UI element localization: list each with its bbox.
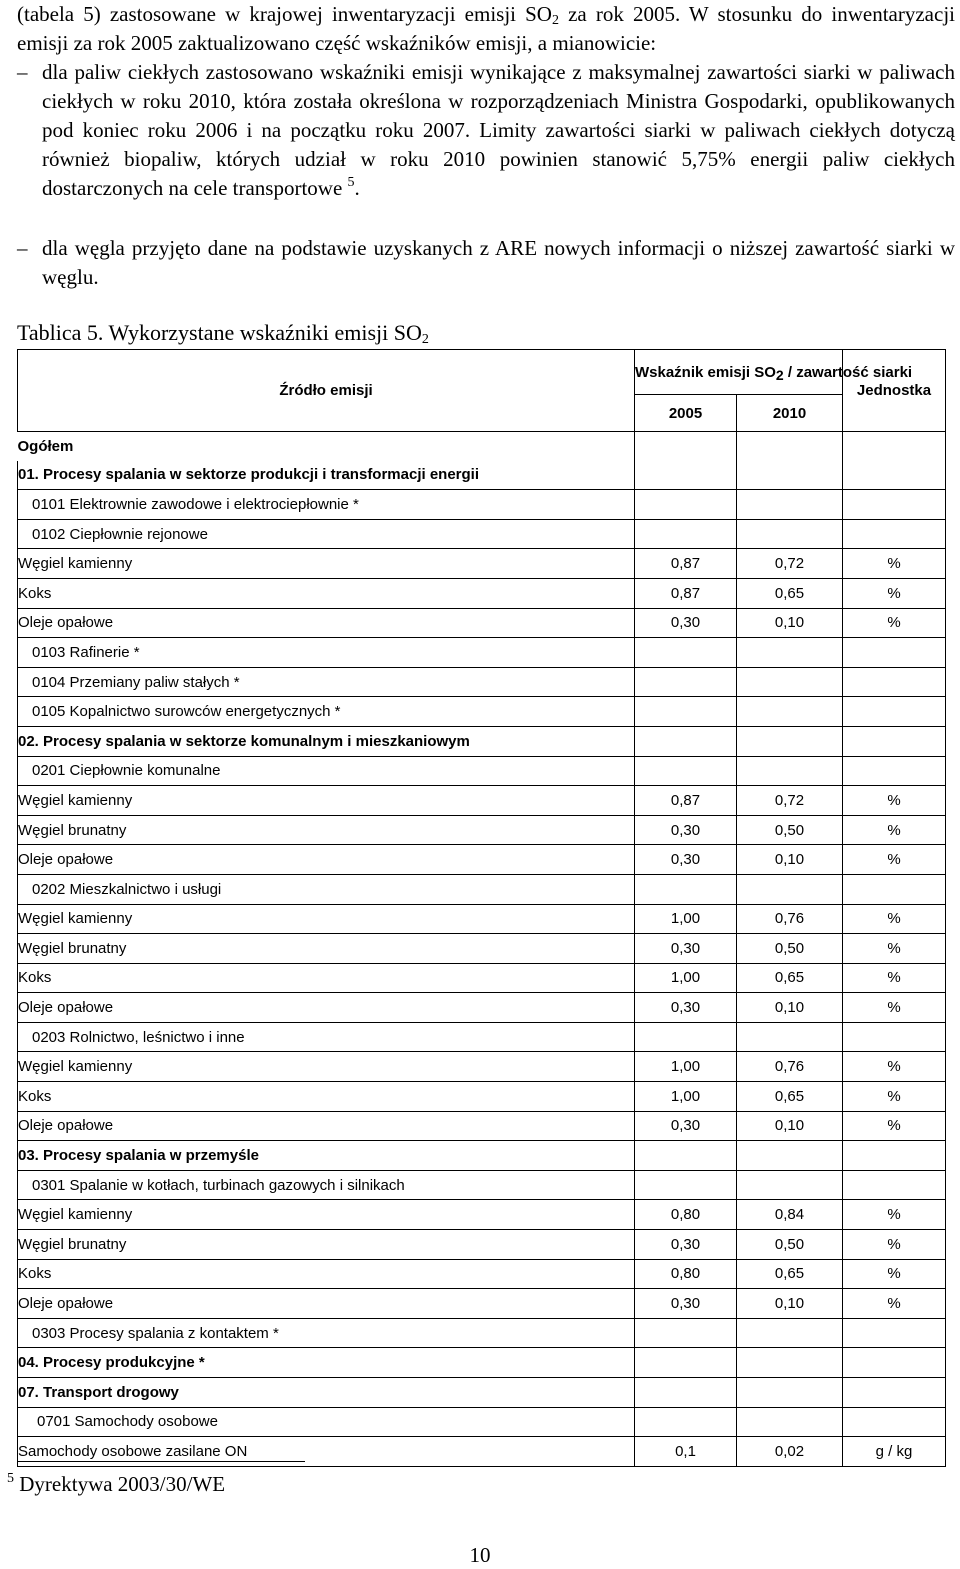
row-value-2010 [737, 1170, 843, 1200]
table-row [18, 461, 946, 490]
table-row [18, 1200, 946, 1230]
row-value-2005: 1,00 [635, 1052, 737, 1082]
row-unit: % [843, 1082, 946, 1112]
row-value-2010: 0,72 [737, 549, 843, 579]
intro-paragraph [17, 0, 955, 58]
row-unit [843, 667, 946, 697]
row-source-label: 0303 Procesy spalania z kontaktem * [18, 1318, 635, 1348]
row-unit: % [843, 1052, 946, 1082]
row-value-2005 [635, 726, 737, 756]
table-row [18, 1318, 946, 1348]
row-value-2010: 0,65 [737, 1259, 843, 1289]
row-value-2005 [635, 519, 737, 549]
row-value-2005: 0,30 [635, 993, 737, 1023]
row-value-2005: 0,87 [635, 549, 737, 579]
row-unit [843, 874, 946, 904]
table-row [18, 786, 946, 816]
row-value-2005 [635, 874, 737, 904]
table-row [18, 963, 946, 993]
row-value-2010: 0,76 [737, 1052, 843, 1082]
page-number: 10 [469, 1543, 491, 1567]
emission-factors-table [17, 349, 946, 1467]
table-row [18, 1082, 946, 1112]
row-unit [843, 1022, 946, 1052]
footnote-text: Dyrektywa 2003/30/WE [14, 1472, 226, 1496]
table-row [18, 756, 946, 786]
table-row [18, 845, 946, 875]
row-unit: % [843, 1111, 946, 1141]
row-unit: % [843, 993, 946, 1023]
row-source-label: Węgiel kamienny [18, 1200, 635, 1230]
bullet-text: dla węgla przyjęto dane na podstawie uzyskanych z ARE nowych informacji o niższej zawartość siarki w węglu. [42, 236, 955, 289]
table-row [18, 549, 946, 579]
row-unit [843, 1348, 946, 1378]
footnote [7, 1472, 225, 1497]
row-source-label: Koks [18, 963, 635, 993]
row-unit: % [843, 1230, 946, 1260]
row-value-2005 [635, 1378, 737, 1408]
row-value-2010 [737, 1141, 843, 1171]
row-source-label: Ogółem [17, 437, 74, 455]
table-row [18, 934, 946, 964]
table-row [18, 490, 946, 520]
row-unit [843, 756, 946, 786]
row-unit [843, 432, 946, 461]
row-source-label: Oleje opałowe [18, 993, 635, 1023]
row-value-2010: 0,65 [737, 578, 843, 608]
row-source-label: 0101 Elektrownie zawodowe i elektrociepłownie * [18, 490, 635, 520]
row-unit: % [843, 845, 946, 875]
row-value-2010 [737, 667, 843, 697]
header-factor-subscript: 2 [775, 366, 784, 383]
table-row [18, 904, 946, 934]
row-value-2005 [635, 490, 737, 520]
row-source-label: Samochody osobowe zasilane ON [18, 1437, 635, 1467]
header-source-label: Źródło emisji [279, 382, 373, 399]
intro-text-part1: (tabela 5) zastosowane w krajowej inwentaryzacji emisji SO [17, 2, 552, 26]
row-value-2005: 0,30 [635, 1230, 737, 1260]
row-value-2010 [737, 490, 843, 520]
table-row [18, 1052, 946, 1082]
footnote-ref: 5 [347, 175, 355, 190]
row-value-2005: 1,00 [635, 963, 737, 993]
table-row [18, 1378, 946, 1408]
row-source-label: Oleje opałowe [18, 845, 635, 875]
row-value-2010: 0,65 [737, 1082, 843, 1112]
footnote-mark: 5 [7, 1471, 14, 1486]
table-row [18, 993, 946, 1023]
row-value-2005: 0,87 [635, 578, 737, 608]
row-unit [843, 1378, 946, 1408]
row-unit: % [843, 934, 946, 964]
header-year-2005: 2005 [635, 395, 737, 432]
so2-subscript: 2 [551, 13, 559, 28]
row-value-2005 [635, 1318, 737, 1348]
caption-text: Tablica 5. Wykorzystane wskaźniki emisji SO [17, 320, 422, 345]
header-unit-label: Jednostka [856, 382, 932, 399]
table-row [18, 815, 946, 845]
row-source-label: 0203 Rolnictwo, leśnictwo i inne [18, 1022, 635, 1052]
row-value-2010: 0,50 [737, 934, 843, 964]
row-source-label: Koks [18, 1259, 635, 1289]
row-source-label: 01. Procesy spalania w sektorze produkcji i transformacji energii [18, 461, 635, 490]
row-source-label: 0701 Samochody osobowe [18, 1407, 635, 1437]
row-value-2005: 0,30 [635, 815, 737, 845]
row-unit [843, 1170, 946, 1200]
row-unit [843, 697, 946, 727]
row-unit: % [843, 1200, 946, 1230]
bullet-dash: – [17, 60, 28, 84]
row-value-2005: 0,30 [635, 608, 737, 638]
table-row [18, 1230, 946, 1260]
header-year-2010: 2010 [737, 395, 843, 432]
row-value-2005: 0,30 [635, 1111, 737, 1141]
row-value-2005: 0,30 [635, 934, 737, 964]
table-row [18, 519, 946, 549]
table-row [18, 697, 946, 727]
row-unit: % [843, 1259, 946, 1289]
row-unit: % [843, 904, 946, 934]
row-source-label: Węgiel kamienny [18, 904, 635, 934]
table-row [18, 638, 946, 668]
row-unit: % [843, 786, 946, 816]
row-value-2005 [635, 1407, 737, 1437]
row-source-label: Oleje opałowe [18, 1289, 635, 1319]
header-unit [843, 350, 946, 432]
intro-text-part2: za rok 2005. W stosunku do inwentaryzacji emisji za rok 2005 zaktualizowano część wskaźników emisji, a mianowicie: [17, 2, 955, 55]
row-value-2005 [635, 432, 737, 461]
row-unit: % [843, 1289, 946, 1319]
row-value-2010 [737, 874, 843, 904]
row-value-2010: 0,10 [737, 1289, 843, 1319]
row-value-2005 [635, 756, 737, 786]
row-value-2005 [635, 1348, 737, 1378]
row-unit: % [843, 549, 946, 579]
row-source-label: 04. Procesy produkcyjne * [18, 1348, 635, 1378]
row-source-label: 0103 Rafinerie * [18, 638, 635, 668]
row-source-label: 0104 Przemiany paliw stałych * [18, 667, 635, 697]
row-source-label: 0202 Mieszkalnictwo i usługi [18, 874, 635, 904]
row-source-label: Koks [18, 578, 635, 608]
row-unit [843, 1318, 946, 1348]
row-source-label: 0201 Ciepłownie komunalne [18, 756, 635, 786]
row-source-label: 02. Procesy spalania w sektorze komunalnym i mieszkaniowym [18, 726, 635, 756]
row-source-label: 07. Transport drogowy [18, 1378, 635, 1408]
row-value-2005: 0,87 [635, 786, 737, 816]
row-source-label: Węgiel kamienny [18, 549, 635, 579]
row-value-2010 [737, 756, 843, 786]
table-row [18, 1022, 946, 1052]
table-row [18, 578, 946, 608]
row-value-2005: 1,00 [635, 904, 737, 934]
row-value-2005 [635, 461, 737, 490]
row-unit [843, 638, 946, 668]
row-value-2005: 0,80 [635, 1259, 737, 1289]
row-value-2005 [635, 667, 737, 697]
row-source-label: Koks [18, 1082, 635, 1112]
row-value-2005: 0,30 [635, 1289, 737, 1319]
row-value-2010: 0,50 [737, 1230, 843, 1260]
table-row [18, 1289, 946, 1319]
row-value-2010 [737, 638, 843, 668]
row-source-label: Oleje opałowe [18, 608, 635, 638]
row-value-2005 [635, 1170, 737, 1200]
row-source-label: Węgiel kamienny [18, 1052, 635, 1082]
row-unit [843, 1141, 946, 1171]
row-source-label: Węgiel brunatny [18, 815, 635, 845]
row-unit [843, 519, 946, 549]
table-row [18, 874, 946, 904]
row-value-2010: 0,10 [737, 608, 843, 638]
row-value-2010 [737, 519, 843, 549]
row-source-label: 0102 Ciepłownie rejonowe [18, 519, 635, 549]
table-row [18, 432, 946, 461]
row-unit: % [843, 608, 946, 638]
row-value-2010: 0,10 [737, 845, 843, 875]
row-value-2010 [737, 1378, 843, 1408]
row-source-label: 0105 Kopalnictwo surowców energetycznych * [18, 697, 635, 727]
row-value-2005: 0,1 [635, 1437, 737, 1467]
row-unit: % [843, 815, 946, 845]
row-value-2005: 0,30 [635, 845, 737, 875]
row-source-label: Węgiel brunatny [18, 1230, 635, 1260]
row-value-2005 [635, 1022, 737, 1052]
row-unit: g / kg [843, 1437, 946, 1467]
row-value-2010 [737, 726, 843, 756]
row-source-label: Węgiel kamienny [18, 786, 635, 816]
table-row [18, 726, 946, 756]
row-unit [843, 1407, 946, 1437]
row-value-2005: 0,80 [635, 1200, 737, 1230]
row-value-2010: 0,76 [737, 904, 843, 934]
table-row [18, 1141, 946, 1171]
row-value-2010 [737, 1348, 843, 1378]
row-value-2010: 0,72 [737, 786, 843, 816]
footnote-separator [17, 1461, 305, 1462]
table-row [18, 1259, 946, 1289]
bullet-dash: – [17, 236, 28, 260]
row-value-2010 [737, 697, 843, 727]
header-source [18, 350, 635, 432]
table-row [18, 1348, 946, 1378]
row-unit: % [843, 963, 946, 993]
bullet-text [42, 58, 955, 203]
row-value-2010 [737, 1022, 843, 1052]
row-source-label: Węgiel brunatny [18, 934, 635, 964]
row-source-label: 0301 Spalanie w kotłach, turbinach gazowych i silnikach [18, 1170, 635, 1200]
row-unit [843, 490, 946, 520]
table-row [18, 608, 946, 638]
header-factor-label-end: / zawartość siarki [783, 363, 913, 381]
table-row [18, 667, 946, 697]
row-value-2005: 1,00 [635, 1082, 737, 1112]
row-unit [843, 461, 946, 490]
row-value-2010 [737, 432, 843, 461]
row-value-2010 [737, 1318, 843, 1348]
row-value-2010: 0,10 [737, 993, 843, 1023]
table-row [18, 1111, 946, 1141]
row-value-2005 [635, 697, 737, 727]
row-value-2010: 0,50 [737, 815, 843, 845]
row-value-2010: 0,02 [737, 1437, 843, 1467]
row-unit [843, 726, 946, 756]
row-unit: % [843, 578, 946, 608]
row-value-2010: 0,10 [737, 1111, 843, 1141]
table-caption [17, 320, 429, 346]
row-value-2005 [635, 1141, 737, 1171]
table-row [18, 1407, 946, 1437]
header-factor-label: Wskaźnik emisji SO [635, 363, 776, 381]
row-value-2005 [635, 638, 737, 668]
bullet1-text: dla paliw ciekłych zastosowano wskaźniki emisji wynikające z maksymalnej zawartości siarki w paliwach ciekłych w roku 2010, która została określona w rozporządzeniach Ministra Gospodarki, opublikowanych pod koniec roku 2006 i na początku roku 2007. Limity zawartości siarki w paliwach ciekłych dotyczą również biopaliw, których udział w roku 2010 powinien stanowić 5,75% energii paliw ciekłych dostarczonych na cele transportowe [42, 60, 955, 200]
table-header-row [18, 350, 946, 395]
table-row [18, 1170, 946, 1200]
row-value-2010 [737, 461, 843, 490]
row-source-label: 03. Procesy spalania w przemyśle [18, 1141, 635, 1171]
row-value-2010 [737, 1407, 843, 1437]
bullet1-end: . [354, 176, 360, 200]
row-value-2010: 0,65 [737, 963, 843, 993]
row-source-label: Oleje opałowe [18, 1111, 635, 1141]
row-value-2010: 0,84 [737, 1200, 843, 1230]
caption-subscript: 2 [421, 332, 429, 347]
